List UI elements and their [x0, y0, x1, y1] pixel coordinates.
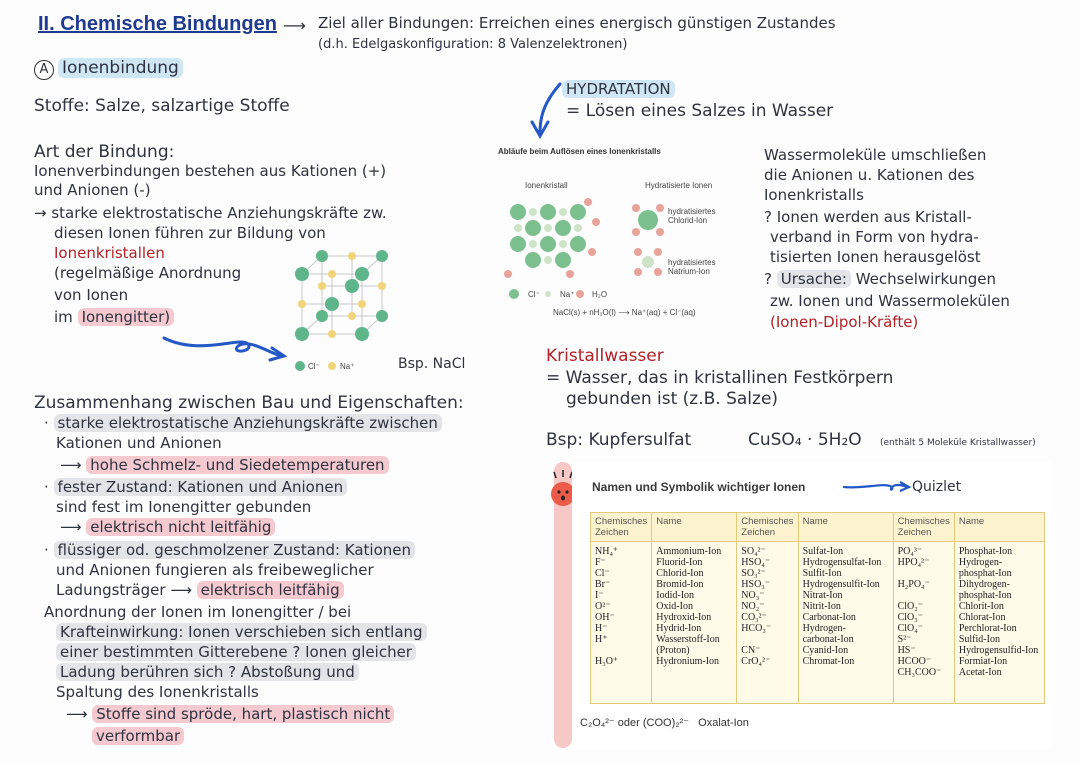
ionenkristallen-term: Ionenkristallen: [54, 244, 165, 262]
bullet-2-line-1: · fester Zustand: Kationen und Anionen: [44, 478, 347, 497]
art-line-3: → starke elektrostatische Anziehungskräfte zw.: [34, 204, 387, 222]
hydr-explain-5: verband in Form von hydra-: [770, 228, 979, 246]
ionenbindung-label: Ionenbindung: [58, 58, 183, 78]
arrow-to-crystal-icon: [160, 326, 290, 366]
bullet-4-result-2: verformbar: [92, 727, 184, 746]
label-hydratisiertes-chlorid: hydratisiertes Chlorid-Ion: [668, 207, 716, 225]
nacl-crystal-lattice-icon: [282, 244, 392, 356]
goal-note-line1: Ziel aller Bindungen: Erreichen eines energisch günstigen Zustandes: [318, 14, 836, 32]
label-hydratisierte-ionen: Hydratisierte Ionen: [645, 181, 713, 190]
regel-line-1: (regelmäßige Anordnung: [54, 264, 242, 282]
regel-line-3: [54, 308, 174, 327]
page-title: II. Chemische Bindungen: [38, 13, 277, 35]
art-line-2: und Anionen (-): [34, 181, 151, 199]
figure-legend-cl: Cl⁻: [528, 290, 540, 299]
quizlet-link[interactable]: Quizlet: [912, 479, 962, 495]
bullet-4-line-1: Anordnung der Ionen im Ionengitter / bei: [44, 603, 352, 621]
group-1-symbols: NH₄⁺ F⁻ Cl⁻ Br⁻ I⁻ O²⁻ OH⁻ H⁻ H⁺ H₃O⁺: [591, 542, 652, 704]
kristallwasser-example: Bsp: Kupfersulfat: [546, 430, 692, 450]
group-2-symbols: SO₄²⁻ HSO₄⁻ SO₃²⁻ HSO₃⁻ NO₃⁻ NO₂⁻ CO₃²⁻ HCO₃⁻ CN⁻ CrO₄²⁻: [737, 542, 798, 704]
kristallwasser-heading: Kristallwasser: [546, 346, 664, 366]
kupfersulfat-note: (enthält 5 Moleküle Kristallwasser): [880, 438, 1036, 448]
bullet-1-result: ⟶ hohe Schmelz- und Siedetemperaturen: [60, 456, 389, 475]
hydr-ursache: ? Ursache: Wechselwirkungen: [764, 270, 996, 288]
hydr-explain-6: tisierten Ionen herausgelöst: [770, 248, 981, 266]
art-line-1: Ionenverbindungen bestehen aus Kationen (+): [34, 162, 387, 180]
arrow-right-icon: ⟶: [283, 16, 306, 35]
group-1-names: Ammonium-Ion Fluorid-Ion Chlorid-Ion Bromid-Ion Iodid-Ion Oxid-Ion Hydroxid-Ion Hydrid-Ion Wasserstoff-Ion (Proton) Hydronium-Ion: [652, 542, 737, 704]
bullet-4-line-5: Spaltung des Ionenkristalls: [56, 683, 259, 701]
hydr-ursache-3: (Ionen-Dipol-Kräfte): [770, 313, 919, 331]
group-3-symbols: PO₄³⁻ HPO₄²⁻ H₂PO₄⁻ ClO₂⁻ ClO₃⁻ ClO₄⁻ S²⁻ HS⁻ HCOO⁻ CH₃COO⁻: [893, 542, 954, 704]
figure-title: Abläufe beim Auflösen eines Ionenkristalls: [498, 147, 661, 156]
bullet-3-line-3: Ladungsträger ⟶ elektrisch leitfähig: [56, 581, 344, 600]
col-header-symbol-1: Chemisches Zeichen: [591, 513, 652, 542]
goal-note-line2: (d.h. Edelgaskonfiguration: 8 Valenzelektronen): [318, 37, 628, 52]
crystal-legend-na: Na⁺: [340, 362, 355, 371]
ion-table: [590, 512, 1045, 704]
section-a-heading: [34, 58, 183, 80]
group-3-names: Phosphat-Ion Hydrogen- phosphat-Ion Dihydrogen- phosphat-Ion Chlorit-Ion Chlorat-Ion Perchlorat-Ion Sulfid-Ion Hydrogensulfid-Ion Formiat-Ion Acetat-Ion: [954, 542, 1044, 704]
col-header-name-2: Name: [798, 513, 893, 542]
bullet-1-line-1: · starke elektrostatische Anziehungskräfte zwischen: [44, 414, 442, 433]
crystal-legend-cl: Cl⁻: [308, 362, 320, 371]
kupfersulfat-formula: CuSO₄ · 5H₂O: [748, 430, 862, 450]
label-hydratisiertes-natrium: hydratisiertes Natrium-Ion: [668, 258, 716, 276]
col-header-name-3: Name: [954, 513, 1044, 542]
stoffe-line: Stoffe: Salze, salzartige Stoffe: [34, 96, 290, 116]
hydr-explain-3: Ionenkristalls: [764, 186, 864, 204]
arrow-quizlet-icon: [842, 478, 912, 494]
figure-legend-na: Na⁺: [560, 290, 575, 299]
oxalat-footer: C₂O₄²⁻ oder (COO)₂²⁻ Oxalat-Ion: [580, 717, 749, 729]
bullet-2-result: ⟶ elektrisch nicht leitfähig: [60, 518, 275, 537]
example-nacl: Bsp. NaCl: [398, 356, 466, 372]
hydr-explain-4: ? Ionen werden aus Kristall-: [764, 208, 972, 226]
cl-legend-dot-icon: [294, 360, 306, 372]
ion-table-title: Namen und Symbolik wichtiger Ionen: [592, 480, 806, 494]
bullet-2-line-2: sind fest im Ionengitter gebunden: [56, 498, 312, 516]
col-header-symbol-2: Chemisches Zeichen: [737, 513, 798, 542]
bullet-4-line-2: Krafteinwirkung: Ionen verschieben sich entlang: [56, 623, 427, 642]
hydr-explain-2: die Anionen u. Kationen des: [764, 166, 975, 184]
group-2-names: Sulfat-Ion Hydrogensulfat-Ion Sulfit-Ion Hydrogensulfit-Ion Nitrat-Ion Nitrit-Ion Carbonat-Ion Hydrogen- carbonat-Ion Cyanid-Ion Chromat-Ion: [798, 542, 893, 704]
bullet-3-line-2: und Anionen fungieren als freibeweglicher: [56, 561, 374, 579]
hydratation-heading: HYDRATATION: [562, 80, 675, 99]
im-word: im: [54, 308, 73, 326]
hydratation-definition: = Lösen eines Salzes in Wasser: [566, 101, 834, 121]
dissolution-equation: NaCl(s) + nH₂O(l) ⟶ Na⁺(aq) + Cl⁻(aq): [553, 308, 696, 317]
col-header-symbol-3: Chemisches Zeichen: [893, 513, 954, 542]
na-legend-dot-icon: [326, 360, 338, 372]
bullet-4-line-3: einer bestimmten Gitterebene ? Ionen gleicher: [56, 643, 416, 662]
kristallwasser-line-1: = Wasser, das in kristallinen Festkörpern: [546, 368, 894, 388]
bullet-4-result-1: ⟶ Stoffe sind spröde, hart, plastisch nicht: [66, 705, 394, 724]
hydr-ursache-2: zw. Ionen und Wassermolekülen: [770, 292, 1010, 310]
zusammenhang-heading: Zusammenhang zwischen Bau und Eigenschaften:: [34, 393, 464, 413]
ionengitter-term: Ionengitter): [78, 308, 175, 326]
label-ionenkristall: Ionenkristall: [525, 181, 568, 190]
col-header-name-1: Name: [652, 513, 737, 542]
regel-line-2: von Ionen: [54, 286, 129, 304]
bullet-4-line-4: Ladung berühren sich ? Abstoßung und: [56, 663, 359, 682]
art-heading: Art der Bindung:: [34, 142, 175, 162]
art-line-4: diesen Ionen führen zur Bildung von: [54, 224, 326, 242]
bullet-1-line-2: Kationen und Anionen: [56, 434, 222, 452]
kristallwasser-line-2: gebunden ist (z.B. Salze): [566, 389, 779, 409]
section-marker: A: [34, 60, 54, 80]
bullet-3-line-1: · flüssiger od. geschmolzener Zustand: Kationen: [44, 541, 415, 560]
figure-legend-h2o: H₂O: [592, 290, 608, 299]
hydr-explain-1: Wassermoleküle umschließen: [764, 146, 987, 164]
